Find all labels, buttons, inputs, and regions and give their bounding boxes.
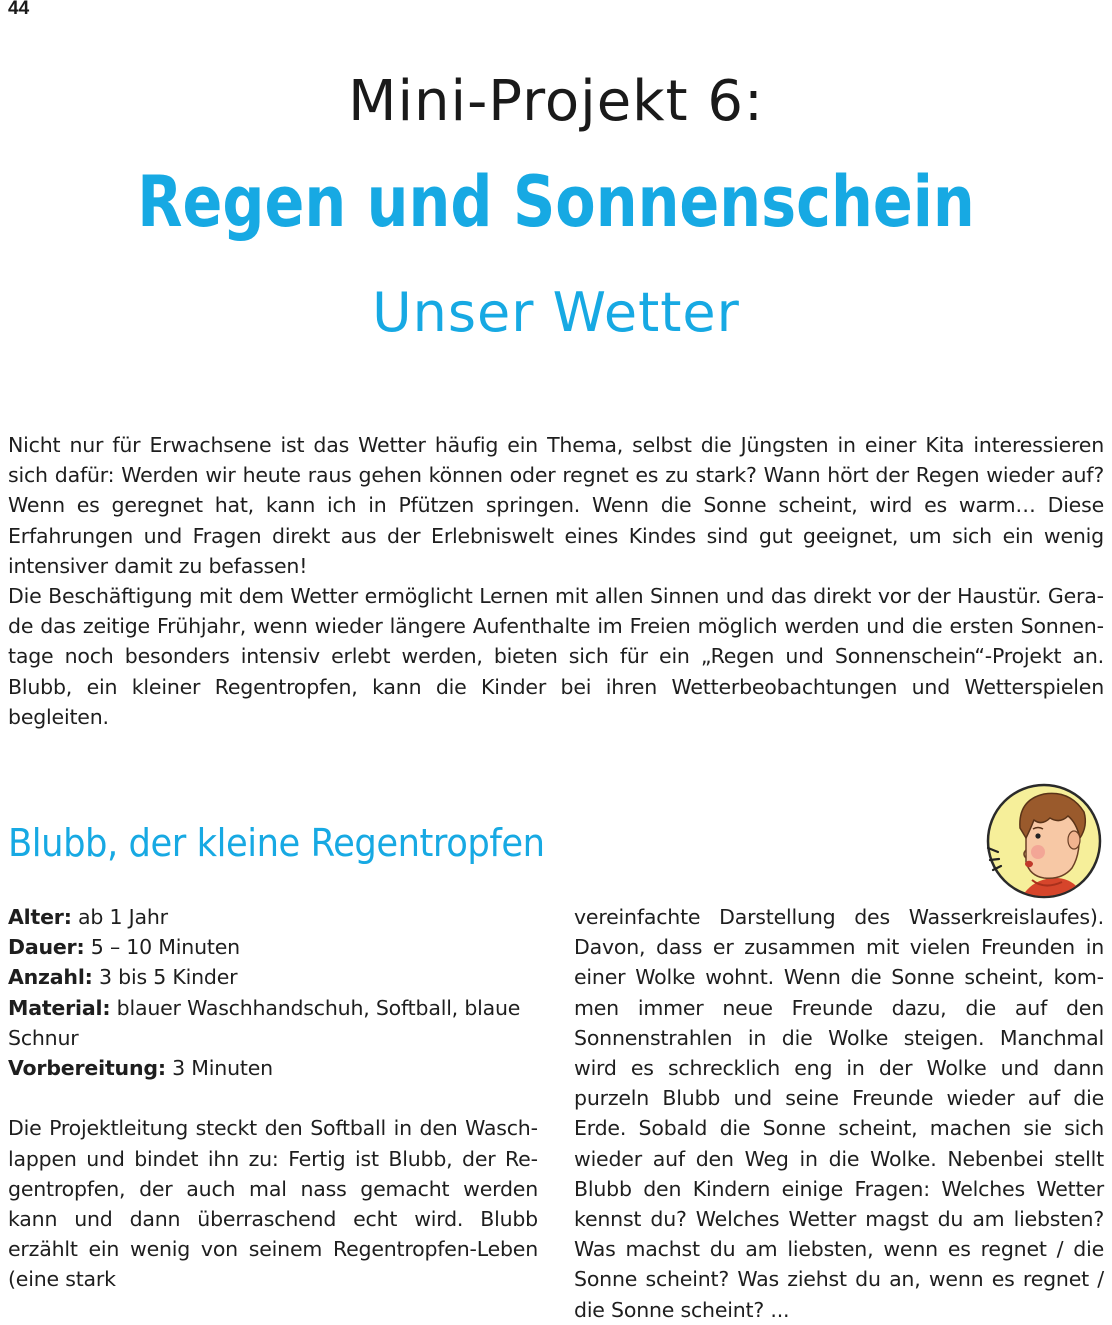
- section-title: Blubb, der kleine Regentropfen: [8, 821, 545, 865]
- page-subtitle: Unser Wetter: [372, 281, 740, 344]
- right-column: [574, 902, 1104, 1325]
- intro-paragraph: Nicht nur für Erwachsene ist das Wetter häufig ein Thema, selbst die Jüngsten in einer Kita interessieren sich dafür: Werden wir heute raus gehen können oder regnet es zu stark? Wann hört der Regen wieder auf? Wenn es geregnet hat, kann ich in Pfützen springen. Wenn die Sonne scheint, wird es warm… Diese Erfahrungen und Fragen direkt aus der Erlebniswelt eines Kindes sind gut geeignet, um sich ein wenig intensiver damit zu befassen!: [8, 433, 1104, 578]
- page-number: 44: [8, 0, 30, 19]
- body-text-left: Die Projektleitung steckt den Softball in den Waschlappen und bindet ihn zu: Fertig ist Blubb, der Regentropfen, der auch mal nass gemacht werden kann und dann überraschend echt wird. Blubb erzählt ein wenig von seinem Regentropfen-Leben (eine stark: [8, 1116, 538, 1292]
- page-title: Regen und Sonnenschein: [137, 161, 975, 243]
- meta-duration: Dauer: 5 – 10 Minuten: [8, 935, 240, 960]
- intro-text: [8, 430, 1104, 732]
- meta-preparation: Vorbereitung: 3 Minuten: [8, 1056, 273, 1081]
- left-column: [8, 902, 538, 1295]
- meta-count: Anzahl: 3 bis 5 Kinder: [8, 965, 238, 990]
- child-speaking-icon: [980, 782, 1108, 900]
- intro-paragraph: Die Beschäftigung mit dem Wetter ermöglicht Lernen mit allen Sinnen und das direkt vor der Haustür. Gerade das zeitige Frühjahr, wenn wieder längere Aufenthalte im Freien möglich werden und die ersten Sonnentage noch besonders intensiv erlebt werden, bieten sich für ein „Regen und Sonnenschein“-Projekt an. Blubb, ein kleiner Regentropfen, kann die Kinder bei ihren Wetterbeobachtungen und Wetterspielen begleiten.: [8, 584, 1104, 729]
- meta-age: Alter: ab 1 Jahr: [8, 905, 168, 929]
- body-text-right: vereinfachte Darstellung des Wasserkreislaufes). Davon, dass er zusammen mit vielen Freunden in einer Wolke wohnt. Wenn die Sonne scheint, kommen immer neue Freunde dazu, die auf den Sonnenstrahlen in die Wolke steigen. Manchmal wird es schrecklich eng in der Wolke und dann purzeln Blubb und seine Freunde wieder auf die Erde. Sobald die Sonne scheint, machen sie sich wieder auf den Weg in die Wolke. Nebenbei stellt Blubb den Kindern einige Fragen: Welches Wetter kennst du? Welches Wetter magst du am liebsten? Was machst du am liebsten, wenn es regnet / die Sonne scheint? Was ziehst du an, wenn es regnet / die Sonne scheint? ...: [574, 905, 1104, 1322]
- project-kicker: Mini-Projekt 6:: [348, 69, 764, 134]
- meta-material: Material: blauer Waschhandschuh, Softball, blaue Schnur: [8, 995, 521, 1050]
